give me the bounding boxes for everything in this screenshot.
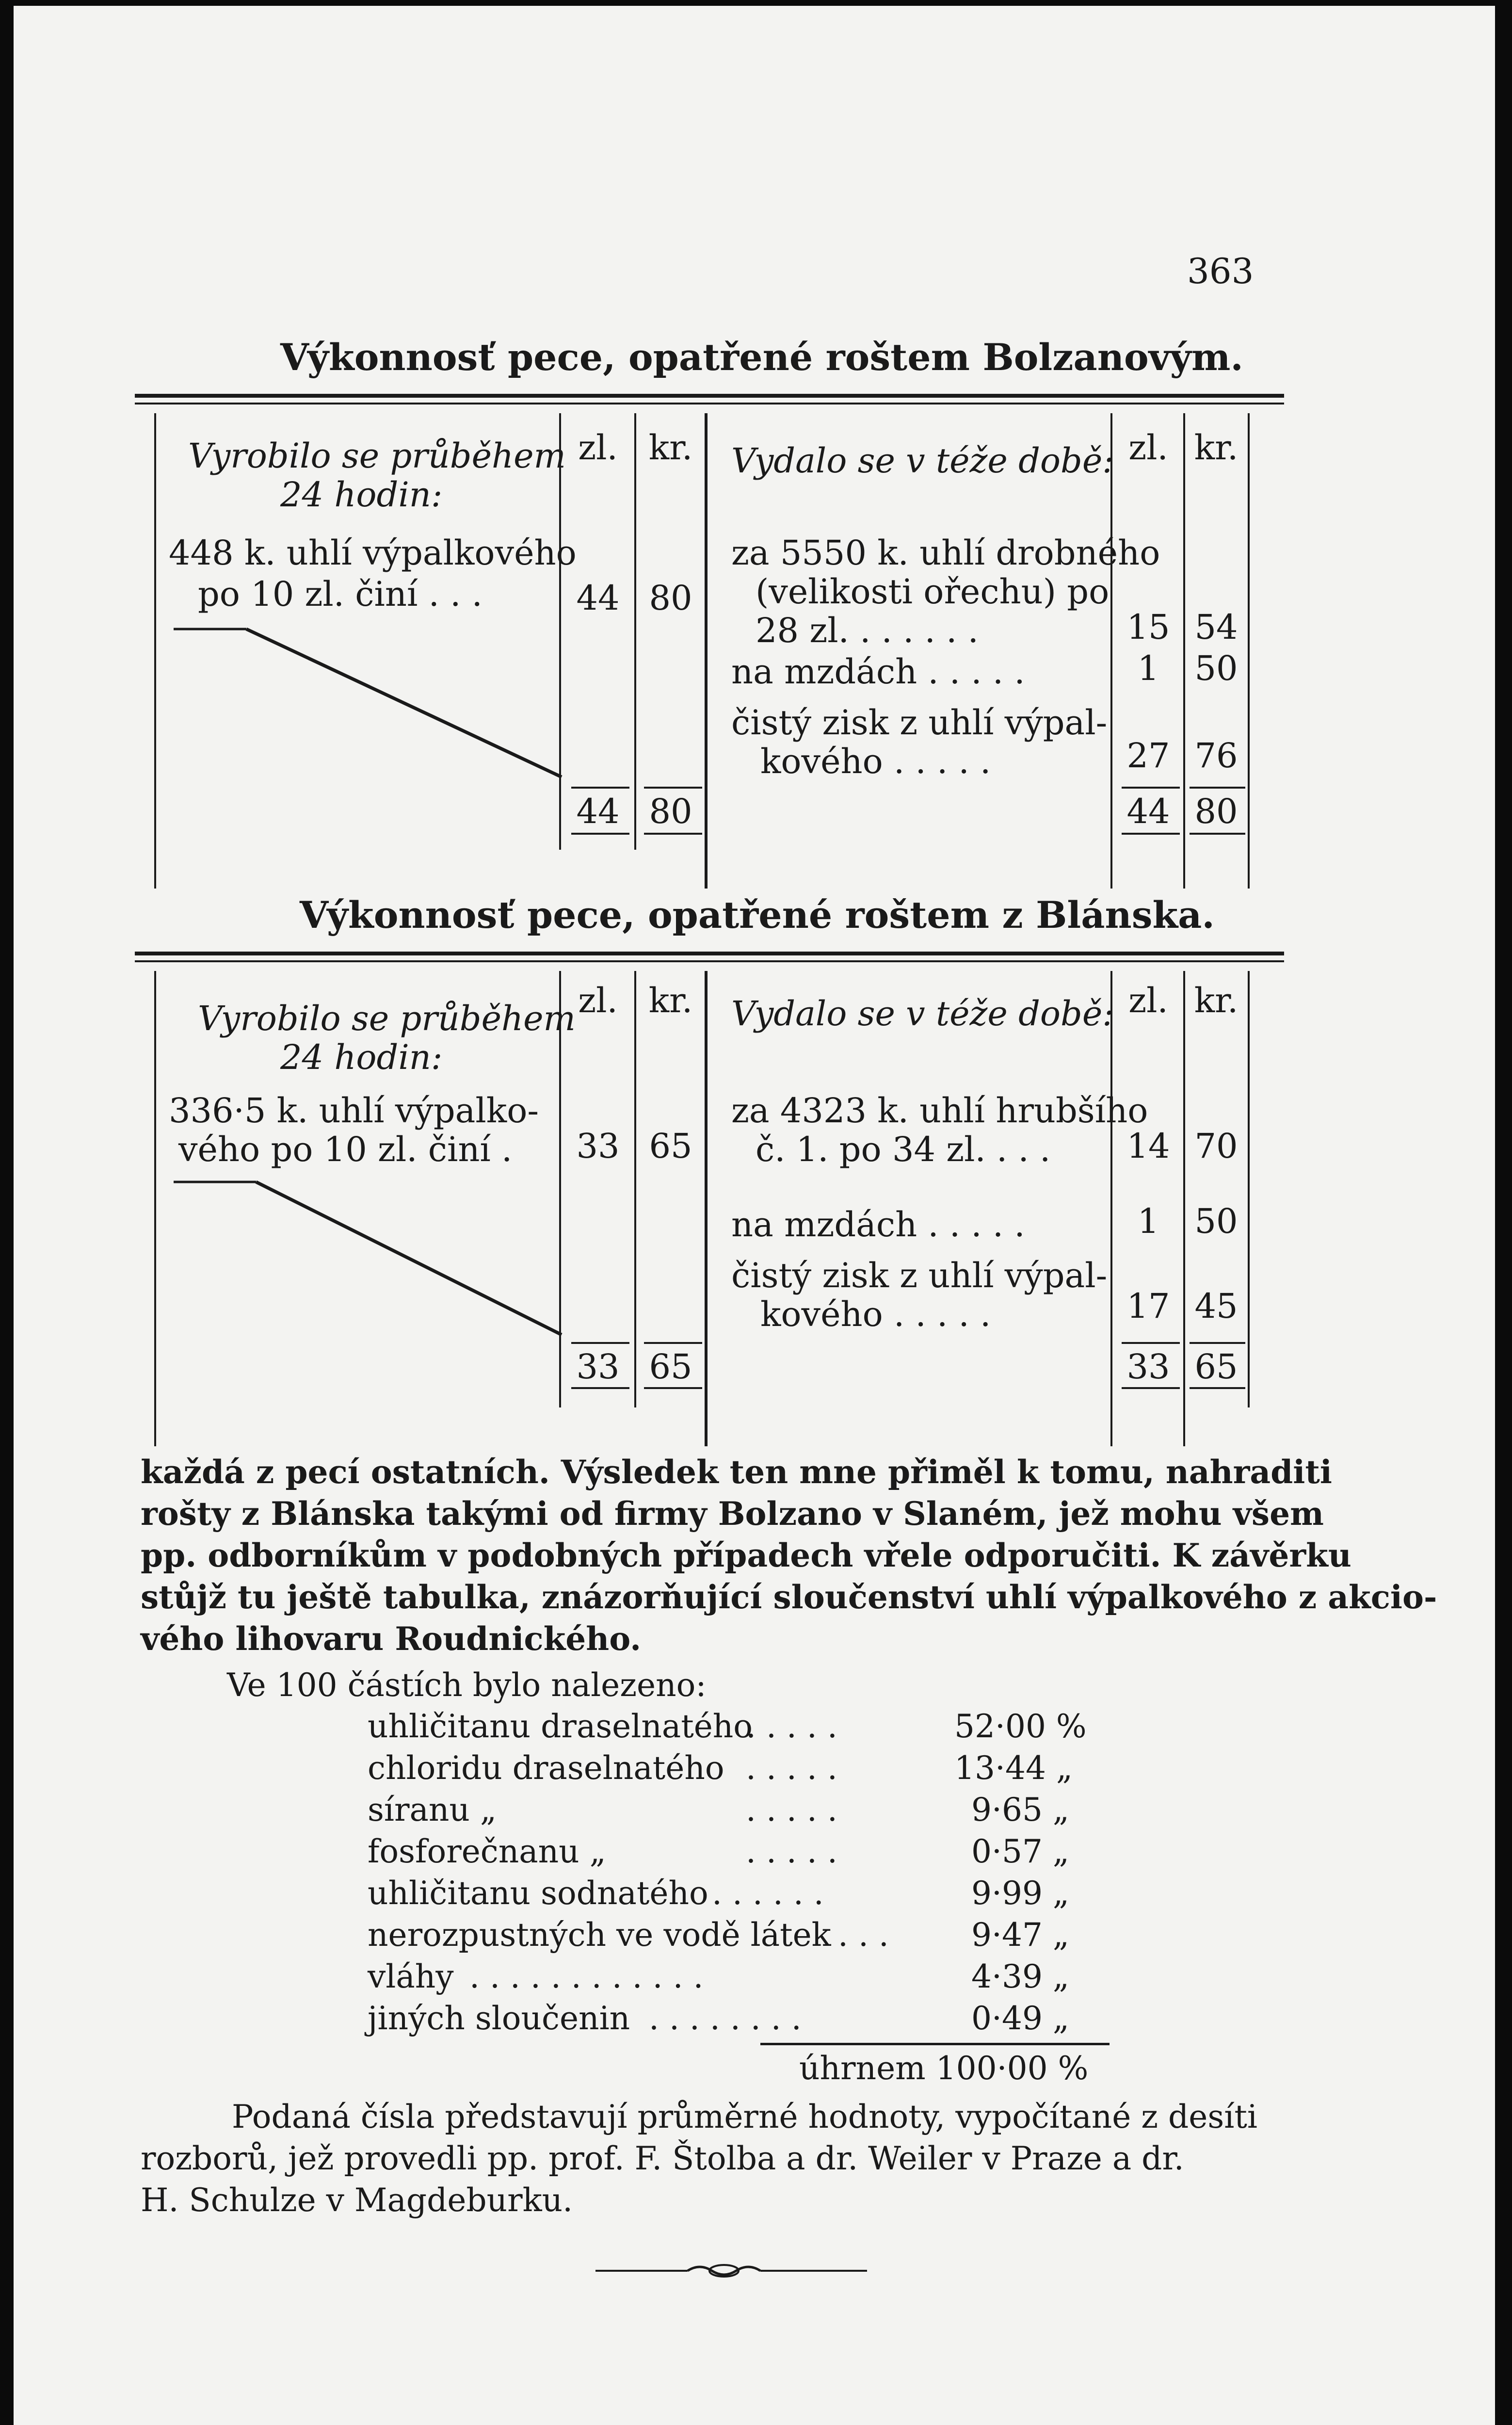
- table-rule: [135, 394, 1284, 398]
- right-header: Vydalo se v téže době:: [731, 441, 1114, 481]
- kr-header: kr.: [1194, 428, 1239, 468]
- item-name: fosforečnanu „: [368, 1833, 606, 1870]
- right-item: čistý zisk z uhlí výpal-: [731, 703, 1108, 743]
- column-divider: [634, 971, 636, 1407]
- right-item: na mzdách . . . . .: [731, 652, 1025, 692]
- value-kr: 50: [1194, 1201, 1238, 1241]
- zl-header: zl.: [578, 428, 618, 468]
- column-divider: [705, 971, 708, 1446]
- item-name: jiných sloučenin: [368, 2000, 630, 2037]
- sum-rule: [1190, 1342, 1245, 1344]
- item-value: 4·39 „: [971, 1958, 1070, 1995]
- text-line: vého lihovaru Roudnického.: [141, 1620, 642, 1658]
- left-item: po 10 zl. činí . . .: [198, 574, 483, 614]
- total-zl: 33: [576, 1347, 620, 1387]
- page-number: 363: [1187, 251, 1254, 291]
- composition-total: úhrnem 100·00 %: [799, 2050, 1089, 2087]
- item-name: uhličitanu draselnatého: [368, 1708, 753, 1745]
- item-dots: . . . . .: [746, 1791, 837, 1828]
- sum-rule: [644, 833, 702, 835]
- value-kr: 50: [1194, 648, 1238, 688]
- left-header: 24 hodin:: [280, 1037, 443, 1077]
- value-zl: 27: [1126, 736, 1170, 776]
- item-value: 13·44 „: [954, 1749, 1073, 1787]
- sum-rule: [571, 833, 629, 835]
- value-kr: 70: [1194, 1126, 1238, 1166]
- left-header: 24 hodin:: [280, 475, 443, 515]
- end-ornament-icon: [595, 2256, 867, 2285]
- column-divider: [1248, 971, 1250, 1407]
- value-zl: 14: [1126, 1126, 1170, 1166]
- sum-rule: [644, 1342, 702, 1344]
- total-kr: 65: [1194, 1347, 1238, 1387]
- kr-header: kr.: [648, 981, 693, 1020]
- right-item: kového . . . . .: [760, 1294, 991, 1334]
- total-zl: 33: [1126, 1347, 1170, 1387]
- item-value: 52·00 %: [954, 1708, 1087, 1745]
- value-zl: 44: [576, 578, 620, 618]
- sum-rule: [1122, 787, 1180, 789]
- text-line: H. Schulze v Magdeburku.: [141, 2182, 573, 2219]
- right-item: č. 1. po 34 zl. . . .: [756, 1130, 1051, 1169]
- right-item: 28 zl. . . . . . .: [756, 611, 979, 650]
- value-zl: 1: [1137, 648, 1159, 688]
- sum-rule: [571, 1342, 629, 1344]
- value-zl: 15: [1126, 607, 1170, 647]
- document-page: [14, 6, 1495, 2425]
- left-header: Vyrobilo se průběhem: [198, 999, 576, 1038]
- table-title: Výkonnosť pece, opatřené roštem Bolzanovým.: [280, 336, 1243, 379]
- item-name: nerozpustných ve vodě látek: [368, 1916, 831, 1954]
- total-kr: 65: [649, 1347, 692, 1387]
- total-kr: 80: [1194, 792, 1238, 831]
- value-kr: 65: [649, 1126, 692, 1166]
- sum-rule: [644, 1387, 702, 1389]
- right-item: kového . . . . .: [760, 742, 991, 781]
- right-item: za 5550 k. uhlí drobného: [731, 533, 1160, 573]
- table-rule: [135, 960, 1284, 962]
- value-kr: 45: [1194, 1286, 1238, 1326]
- item-dots: . . . . .: [746, 1833, 837, 1870]
- left-item: 336·5 k. uhlí výpalko-: [169, 1091, 539, 1131]
- left-item: 448 k. uhlí výpalkového: [169, 533, 577, 573]
- text-line: každá z pecí ostatních. Výsledek ten mne přiměl k tomu, nahraditi: [141, 1453, 1332, 1491]
- column-divider: [154, 971, 156, 1446]
- right-item: (velikosti ořechu) po: [756, 572, 1110, 612]
- sum-rule: [1190, 1387, 1245, 1389]
- item-name: síranu „: [368, 1791, 497, 1828]
- total-zl: 44: [576, 792, 620, 831]
- column-divider: [705, 413, 708, 889]
- sum-rule: [760, 2043, 1110, 2045]
- kr-header: kr.: [1194, 981, 1239, 1020]
- item-dots: . . .: [838, 1916, 889, 1954]
- item-value: 9·47 „: [971, 1916, 1070, 1954]
- item-dots: . . . . . . . .: [649, 2000, 802, 2037]
- balancing-diagonal: [174, 1175, 571, 1340]
- right-header: Vydalo se v téže době:: [731, 994, 1114, 1034]
- item-value: 9·65 „: [971, 1791, 1070, 1828]
- sum-rule: [1190, 787, 1245, 789]
- text-line: Podaná čísla představují průměrné hodnoty, vypočítané z desíti: [232, 2098, 1257, 2135]
- value-zl: 1: [1137, 1201, 1159, 1241]
- value-zl: 17: [1126, 1286, 1170, 1326]
- sum-rule: [1122, 833, 1180, 835]
- right-item: za 4323 k. uhlí hrubšího: [731, 1091, 1148, 1131]
- column-divider: [1183, 413, 1185, 889]
- kr-header: kr.: [648, 428, 693, 468]
- item-value: 0·57 „: [971, 1833, 1070, 1870]
- value-kr: 80: [649, 578, 692, 618]
- table-rule: [135, 952, 1284, 955]
- column-divider: [154, 413, 156, 889]
- item-name: vláhy: [368, 1958, 454, 1995]
- column-divider: [1110, 971, 1112, 1446]
- item-dots: . . . . . . . . . . . .: [469, 1958, 704, 1995]
- composition-intro: Ve 100 částích bylo nalezeno:: [227, 1666, 707, 1704]
- column-divider: [1248, 413, 1250, 889]
- text-line: rošty z Blánska takými od firmy Bolzano v Slaném, jež mohu všem: [141, 1495, 1324, 1533]
- sum-rule: [1122, 1342, 1180, 1344]
- value-kr: 76: [1194, 736, 1238, 776]
- text-line: rozborů, jež provedli pp. prof. F. Štolba a dr. Weiler v Praze a dr.: [141, 2140, 1184, 2177]
- item-name: chloridu draselnatého: [368, 1749, 724, 1787]
- table-rule: [135, 403, 1284, 404]
- zl-header: zl.: [578, 981, 618, 1020]
- zl-header: zl.: [1128, 428, 1168, 468]
- text-line: pp. odborníkům v podobných případech vřele odporučiti. K závěrku: [141, 1536, 1351, 1574]
- sum-rule: [644, 787, 702, 789]
- value-zl: 33: [576, 1126, 620, 1166]
- column-divider: [1110, 413, 1112, 889]
- text-line: stůjž tu ještě tabulka, znázorňující sloučenství uhlí výpalkového z akcio-: [141, 1578, 1437, 1616]
- item-value: 9·99 „: [971, 1875, 1070, 1912]
- total-kr: 80: [649, 792, 692, 831]
- item-dots: . . . . .: [746, 1708, 837, 1745]
- left-item: vého po 10 zl. činí .: [178, 1130, 513, 1169]
- left-header: Vyrobilo se průběhem: [188, 436, 566, 476]
- item-name: uhličitanu sodnatého: [368, 1875, 708, 1912]
- item-value: 0·49 „: [971, 2000, 1070, 2037]
- value-kr: 54: [1194, 607, 1238, 647]
- column-divider: [1183, 971, 1185, 1446]
- sum-rule: [571, 1387, 629, 1389]
- right-item: na mzdách . . . . .: [731, 1205, 1025, 1245]
- column-divider: [634, 413, 636, 850]
- sum-rule: [571, 787, 629, 789]
- right-item: čistý zisk z uhlí výpal-: [731, 1256, 1108, 1295]
- sum-rule: [1122, 1387, 1180, 1389]
- table-title: Výkonnosť pece, opatřené roštem z Blánska.: [300, 893, 1215, 937]
- zl-header: zl.: [1128, 981, 1168, 1020]
- item-dots: . . . . . .: [712, 1875, 824, 1912]
- sum-rule: [1190, 833, 1245, 835]
- balancing-diagonal: [174, 622, 571, 787]
- total-zl: 44: [1126, 792, 1170, 831]
- item-dots: . . . . .: [746, 1749, 837, 1787]
